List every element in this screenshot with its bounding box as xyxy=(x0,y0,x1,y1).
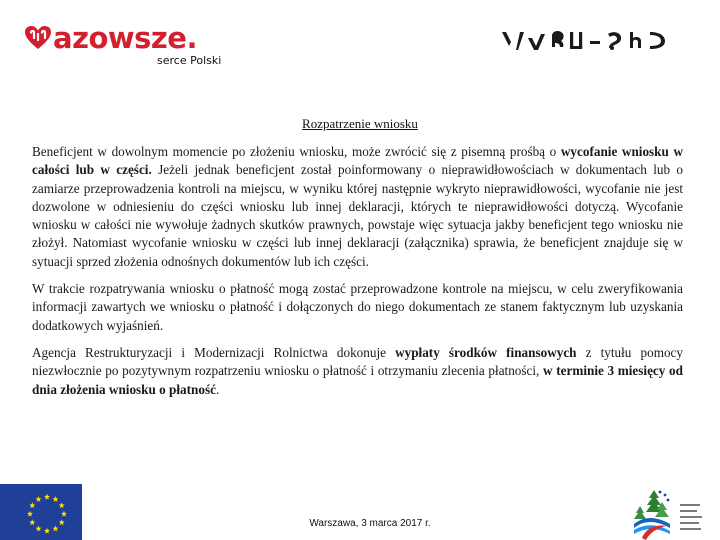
paragraph-payment xyxy=(32,344,683,399)
prow-logo xyxy=(500,28,690,54)
heart-m-icon xyxy=(24,25,52,51)
logo-word-text: azowsze. xyxy=(53,21,197,55)
p3-text-1: Agencja Restrukturyzacji i Modernizacji Rolnictwa dokonuje xyxy=(32,344,396,360)
p3-text-3: . xyxy=(215,381,220,397)
p3-bold-1: wypłaty środków finansowych xyxy=(395,344,577,360)
p1-text-2: Jeżeli jednak beneficjent został poinformowany o nieprawidłowościach w dokumentach lub o zamiarze przeprowadzenia kontroli na miejscu, w wyniku której następnie wykryto nieprawidłowości, wycofanie nie jest dozwolone w odniesieniu do części wniosku lub innej deklaracji, których te nieprawidłowości dotyczą. Wycofanie wniosku w całości nie wywołuje żadnych skutków prawnych, powstaje więc sytuacja jakby beneficjent tego wniosku nie złożył. Natomiast wycofanie wniosku w części lub innej deklaracji (załącznika) sprawia, że beneficjent znajduje się w sytuacji sprzed złożenia odnośnych dokumentów lub ich części. xyxy=(32,162,683,269)
document-title: Rozpatrzenie wniosku xyxy=(302,116,418,131)
document-body xyxy=(32,143,683,408)
p3-bold-2: w terminie 3 miesięcy od dnia złożenia wniosku o płatność xyxy=(32,363,683,397)
p3-text-2: z tytułu pomocy niezwłocznie po pozytywnym rozpatrzeniu wniosku o płatność i otrzymaniu zlecenia płatności, xyxy=(32,344,683,379)
mazowsze-logo xyxy=(24,22,234,70)
paragraph-withdrawal xyxy=(32,143,683,271)
logo-tagline: serce Polski xyxy=(157,54,222,67)
p1-bold-1: wycofanie wniosku w całości lub w części. xyxy=(32,144,684,178)
footer-date: Warszawa, 3 marca 2017 r. xyxy=(309,518,431,529)
paragraph-inspection: W trakcie rozpatrywania wniosku o płatność mogą zostać przeprowadzone kontrole na miejscu, w celu zweryfikowania informacji zawartych we wniosku o płatność i dołączonych do niego dokumentach ze stanem faktycznym lub uzyskania dodatkowych wyjaśnień. xyxy=(32,281,683,333)
rural-development-logo xyxy=(632,484,714,540)
eu-flag-icon xyxy=(0,484,82,540)
p1-text-1: Beneficjent w dowolnym momencie po złożeniu wniosku, może zwrócić się z pisemną prośbą o xyxy=(32,144,561,159)
mazowsze-wordmark xyxy=(24,22,197,54)
